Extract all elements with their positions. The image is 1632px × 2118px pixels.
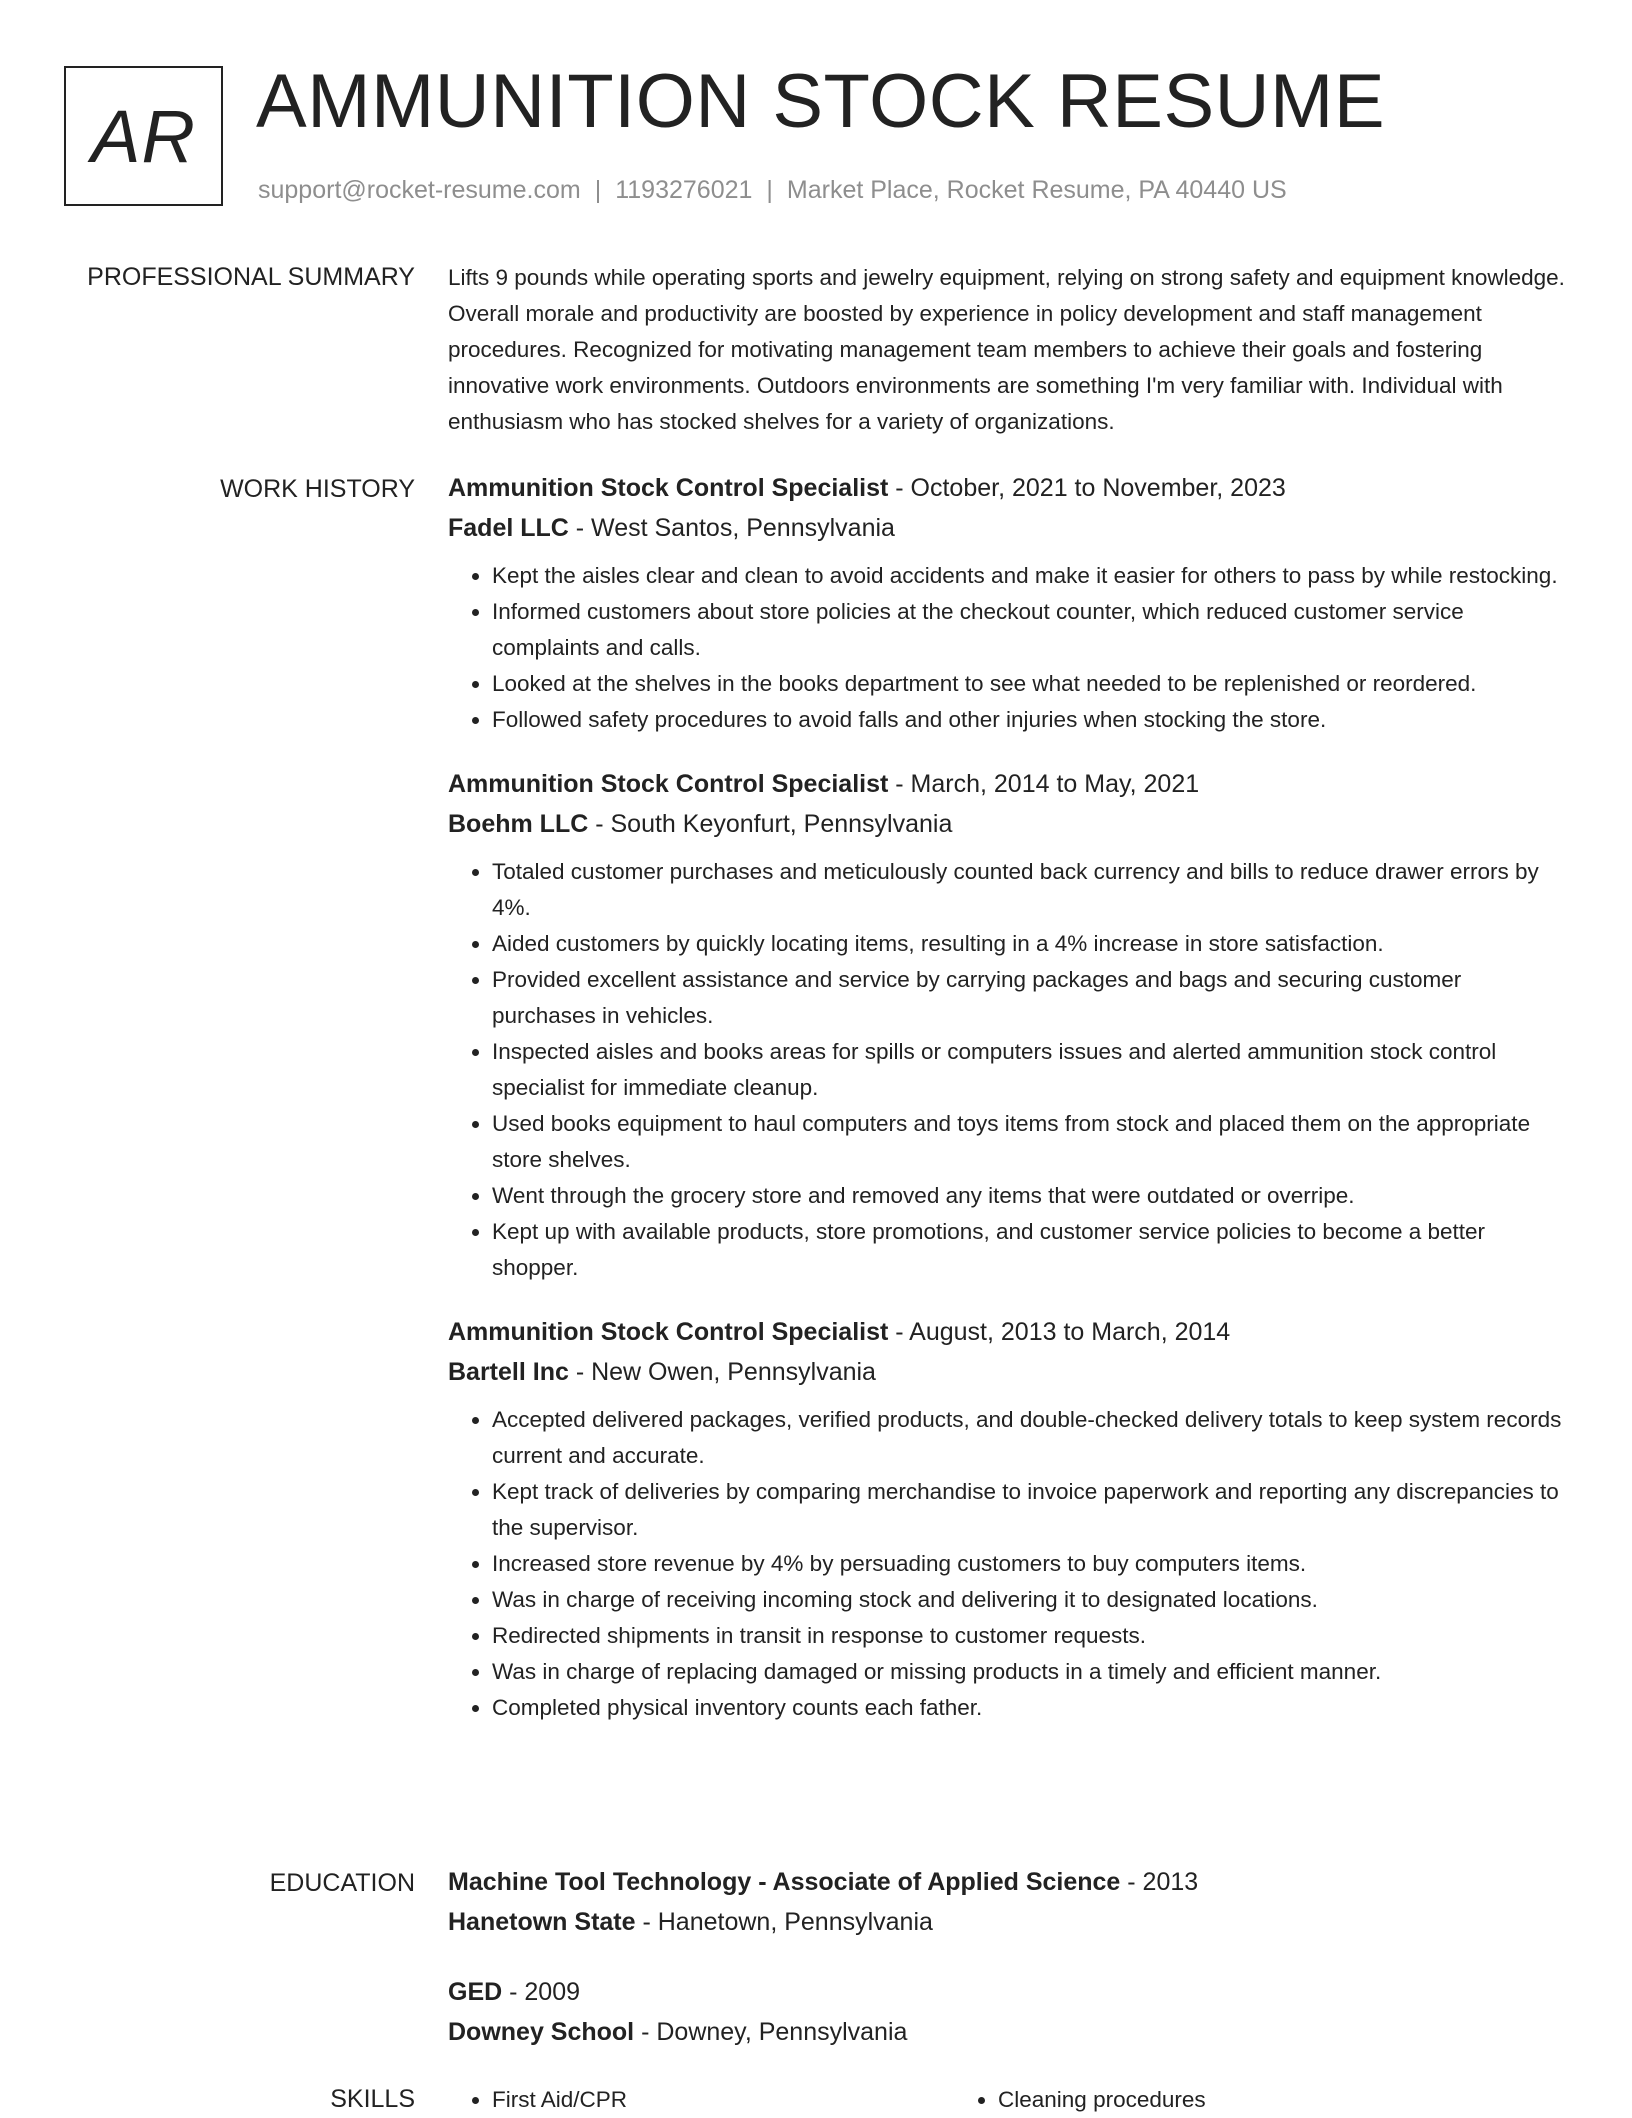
contact-line [258, 176, 1287, 205]
education-label: EDUCATION [269, 1869, 415, 1897]
education-year: - 2013 [1120, 1868, 1199, 1896]
job-entry [448, 764, 1568, 1286]
contact-address: Market Place, Rocket Resume, PA 40440 US [786, 176, 1287, 204]
skills-column-left [448, 2082, 954, 2118]
job-company-line [448, 508, 1568, 548]
job-bullet: • Kept track of deliveries by comparing merchandise to invoice paperwork and reporting any discrepancies to the supervisor. [492, 1474, 1568, 1546]
skill-item: • Cleaning procedures [998, 2082, 1460, 2118]
job-company: Fadel LLC [448, 514, 569, 542]
skills-body [448, 2082, 1568, 2118]
summary-label: PROFESSIONAL SUMMARY [87, 263, 415, 291]
summary-body [448, 260, 1568, 440]
job-bullet: • Was in charge of replacing damaged or missing products in a timely and efficient manner. [492, 1654, 1568, 1690]
job-location: - New Owen, Pennsylvania [568, 1358, 876, 1386]
job-title: Ammunition Stock Control Specialist [448, 770, 889, 798]
education-year: - 2009 [502, 1978, 581, 2006]
job-company-line [448, 804, 1568, 844]
education-school-line [448, 2012, 1568, 2052]
job-title-line [448, 468, 1568, 508]
education-school: Hanetown State [448, 1908, 636, 1936]
resume-name: AMMUNITION STOCK RESUME [256, 59, 1386, 144]
job-bullet: • Kept the aisles clear and clean to avoid accidents and make it easier for others to pass by while restocking. [492, 558, 1568, 594]
education-entry [448, 1862, 1568, 1942]
job-bullet: • Kept up with available products, store promotions, and customer service policies to become a better shopper. [492, 1214, 1568, 1286]
education-entry [448, 1972, 1568, 2052]
job-entry [448, 1312, 1568, 1726]
job-bullet: • Inspected aisles and books areas for spills or computers issues and alerted ammunition stock control specialist for immediate cleanup. [492, 1034, 1568, 1106]
education-degree-line [448, 1862, 1568, 1902]
job-bullets [448, 1402, 1568, 1726]
work-history-body [448, 468, 1568, 1752]
job-location: - West Santos, Pennsylvania [568, 514, 895, 542]
contact-separator: | [766, 176, 773, 204]
monogram-box [64, 66, 223, 206]
job-bullet: • Accepted delivered packages, verified products, and double-checked delivery totals to keep system records current and accurate. [492, 1402, 1568, 1474]
job-bullet: • Redirected shipments in transit in response to customer requests. [492, 1618, 1568, 1654]
monogram-initials: AR [91, 94, 196, 178]
skills-label: SKILLS [330, 2085, 415, 2113]
education-degree-line [448, 1972, 1568, 2012]
job-bullet: • Used books equipment to haul computers and toys items from stock and placed them on the appropriate store shelves. [492, 1106, 1568, 1178]
contact-email: support@rocket-resume.com [258, 176, 581, 204]
job-entry [448, 468, 1568, 738]
skill-item: • First Aid/CPR [492, 2082, 954, 2118]
education-degree: GED [448, 1978, 503, 2006]
job-bullet: • Completed physical inventory counts each father. [492, 1690, 1568, 1726]
job-company: Bartell Inc [448, 1358, 569, 1386]
work-history-label: WORK HISTORY [220, 475, 415, 503]
education-school-line [448, 1902, 1568, 1942]
job-location: - South Keyonfurt, Pennsylvania [588, 810, 953, 838]
job-bullet: • Totaled customer purchases and meticulously counted back currency and bills to reduce drawer errors by 4%. [492, 854, 1568, 926]
education-location: - Downey, Pennsylvania [634, 2018, 908, 2046]
education-degree: Machine Tool Technology - Associate of Applied Science [448, 1868, 1121, 1896]
education-body [448, 1862, 1568, 2082]
job-company-line [448, 1352, 1568, 1392]
skills-column-right [954, 2082, 1460, 2118]
job-bullet: • Looked at the shelves in the books department to see what needed to be replenished or reordered. [492, 666, 1568, 702]
job-bullet: • Aided customers by quickly locating items, resulting in a 4% increase in store satisfaction. [492, 926, 1568, 962]
job-bullet: • Increased store revenue by 4% by persuading customers to buy computers items. [492, 1546, 1568, 1582]
job-dates: - March, 2014 to May, 2021 [888, 770, 1200, 798]
job-company: Boehm LLC [448, 810, 589, 838]
education-location: - Hanetown, Pennsylvania [635, 1908, 933, 1936]
contact-phone: 1193276021 [615, 176, 753, 204]
job-title: Ammunition Stock Control Specialist [448, 474, 889, 502]
education-school: Downey School [448, 2018, 635, 2046]
job-bullets [448, 558, 1568, 738]
job-bullet: • Went through the grocery store and removed any items that were outdated or overripe. [492, 1178, 1568, 1214]
job-title-line [448, 1312, 1568, 1352]
job-bullet: • Provided excellent assistance and service by carrying packages and bags and securing customer purchases in vehicles. [492, 962, 1568, 1034]
job-bullet: • Was in charge of receiving incoming stock and delivering it to designated locations. [492, 1582, 1568, 1618]
job-bullet: • Followed safety procedures to avoid falls and other injuries when stocking the store. [492, 702, 1568, 738]
job-bullet: • Informed customers about store policies at the checkout counter, which reduced customer service complaints and calls. [492, 594, 1568, 666]
job-dates: - October, 2021 to November, 2023 [888, 474, 1286, 502]
summary-text: Lifts 9 pounds while operating sports and jewelry equipment, relying on strong safety and equipment knowledge. Overall morale and productivity are boosted by experience in policy development and staff management procedures. Recognized for motivating management team members to achieve their goals and fostering innovative work environments. Outdoors environments are something I'm very familiar with. Individual with enthusiasm who has stocked shelves for a variety of organizations. [448, 265, 1565, 434]
job-bullets [448, 854, 1568, 1286]
skills-columns [448, 2082, 1568, 2118]
job-title-line [448, 764, 1568, 804]
contact-separator: | [594, 176, 602, 204]
job-dates: - August, 2013 to March, 2014 [888, 1318, 1231, 1346]
job-title: Ammunition Stock Control Specialist [448, 1318, 889, 1346]
